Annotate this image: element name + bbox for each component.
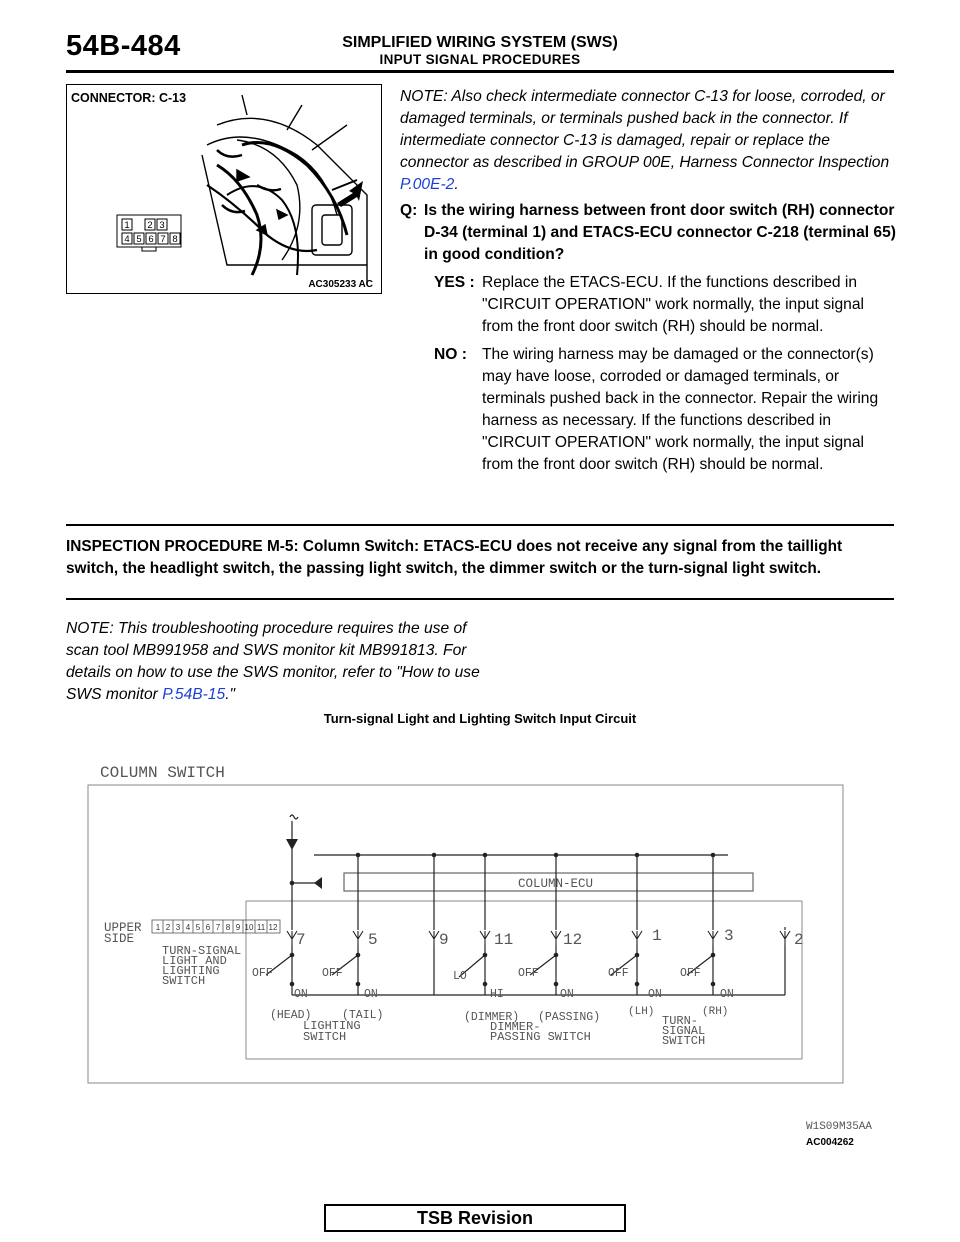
answer-label: YES :: [434, 274, 475, 291]
lighting-switch-label: LIGHTING: [303, 1019, 361, 1033]
note-paragraph: [400, 86, 898, 196]
header-rule: [66, 70, 894, 73]
answer-yes: [400, 272, 898, 338]
passing-label: (PASSING): [538, 1011, 601, 1024]
connector-pin: 7: [215, 923, 221, 932]
note-text: NOTE: This troubleshooting procedure requires the use of scan tool MB991958 and SWS monitor kit MB991813. For details on how to use the SWS monitor, refer to "How to use SWS monitor: [66, 620, 480, 703]
pin-label: 5: [136, 234, 142, 245]
switch-name-line: TURN-SIGNAL: [162, 944, 242, 958]
question-text: Is the wiring harness between front door switch (RH) connector D-34 (terminal 1) and ETACS-ECU connector C-218 (terminal 65) in good condition?: [424, 202, 896, 263]
terminal-number: 9: [439, 931, 449, 949]
connector-pin: 6: [205, 923, 211, 932]
answer-no: [400, 344, 898, 476]
note-end: .: [454, 176, 459, 193]
switch-state-hi: HI: [490, 988, 504, 1001]
connector-pin: 3: [175, 923, 181, 932]
connector-label: CONNECTOR: C-13: [71, 91, 187, 105]
head-label: (HEAD): [270, 1009, 312, 1022]
inspection-title: INSPECTION PROCEDURE M-5: Column Switch: ETACS-ECU does not receive any signal from the taillight switch, the headlight switch, the passing light switch, the dimmer switch or the turn-signal light switch.: [66, 538, 843, 577]
connector-pin: 8: [225, 923, 231, 932]
switch-name-line: SWITCH: [162, 974, 206, 988]
switch-state-on: ON: [364, 988, 378, 1001]
section-rule: [66, 524, 894, 526]
page-number: 54B-484: [66, 30, 181, 62]
section-title: SIMPLIFIED WIRING SYSTEM (SWS): [342, 34, 618, 51]
note-text: NOTE: Also check intermediate connector C-13 for loose, corroded, or damaged terminals, or terminals pushed back in the connector. If intermediate connector C-13 is damaged, repair or replace the connector as described in GROUP 00E, Harness Connector Inspection: [400, 88, 890, 171]
rh-label: (RH): [702, 1006, 729, 1018]
tail-label: (TAIL): [342, 1009, 384, 1022]
dimmer-passing-switch-label: DIMMER-: [490, 1020, 541, 1034]
turn-signal-switch-label: TURN-: [662, 1014, 699, 1028]
terminal-number: 3: [724, 927, 734, 945]
side-label: SIDE: [104, 932, 135, 946]
question-label: Q:: [400, 202, 418, 219]
connector-pin: 4: [185, 923, 191, 932]
connector-figure: [66, 84, 382, 294]
turn-signal-switch-label: SIGNAL: [662, 1024, 706, 1038]
switch-state-off: OFF: [518, 967, 539, 980]
terminal-number: 7: [296, 931, 306, 949]
tsb-revision-box: TSB Revision: [324, 1204, 626, 1232]
lighting-switch-label: SWITCH: [303, 1030, 347, 1044]
terminal-number: 5: [368, 931, 378, 949]
harness-inspection-link[interactable]: P.00E-2: [400, 176, 455, 193]
connector-pin: 11: [256, 923, 266, 932]
figure-code: AC305233 AC: [308, 279, 373, 290]
figure-title: Turn-signal Light and Lighting Switch Input Circuit: [323, 711, 637, 726]
connector-pin: 1: [155, 923, 161, 932]
switch-name-line: LIGHTING: [162, 964, 220, 978]
dimmer-passing-switch-label: PASSING SWITCH: [490, 1030, 591, 1044]
terminal-number: 12: [563, 931, 583, 949]
upper-label: UPPER: [104, 921, 142, 935]
switch-state-on: ON: [648, 988, 662, 1001]
sws-monitor-link[interactable]: P.54B-15: [162, 686, 226, 703]
diagram-code: W1S09M35AA: [806, 1121, 873, 1133]
switch-state-off: OFF: [608, 967, 629, 980]
right-column: [400, 86, 898, 476]
pin-label: 2: [147, 220, 153, 231]
pin-label: 6: [148, 234, 154, 245]
lh-label: (LH): [628, 1006, 655, 1018]
switch-state-on: ON: [294, 988, 308, 1001]
terminal-number: 11: [494, 931, 514, 949]
pin-label: 3: [159, 220, 165, 231]
connector-pin: 10: [244, 923, 254, 932]
switch-state-on: ON: [560, 988, 574, 1001]
dimmer-label: (DIMMER): [464, 1011, 520, 1024]
connector-pin: 9: [235, 923, 241, 932]
connector-pin: 2: [165, 923, 171, 932]
switch-state-off: OFF: [322, 967, 343, 980]
circuit-diagram: [66, 755, 896, 1145]
pin-label: 1: [124, 220, 130, 231]
connector-illustration: [67, 85, 381, 293]
diagram-code-2: AC004262: [806, 1137, 854, 1145]
pin-label: 7: [160, 234, 166, 245]
switch-state-off: OFF: [252, 967, 273, 980]
question: [400, 200, 898, 266]
connector-pin: 5: [195, 923, 201, 932]
note-end: .": [225, 686, 236, 703]
connector-pin: 12: [268, 923, 278, 932]
section-rule: [66, 598, 894, 600]
section-subtitle: INPUT SIGNAL PROCEDURES: [379, 52, 581, 67]
switch-name-line: LIGHT AND: [162, 954, 227, 968]
pin-label: 8: [172, 234, 178, 245]
answer-text: Replace the ETACS-ECU. If the functions described in "CIRCUIT OPERATION" work normally, the input signal from the front door switch (RH) should be normal.: [482, 274, 864, 335]
answer-label: NO :: [434, 346, 467, 363]
note-paragraph: [66, 618, 486, 706]
switch-state-on: ON: [720, 988, 734, 1001]
column-switch-label: COLUMN SWITCH: [100, 764, 225, 782]
switch-state-lo: LO: [453, 970, 467, 983]
terminal-number: 1: [652, 927, 662, 945]
pin-label: 4: [124, 234, 130, 245]
column-ecu-label: COLUMN-ECU: [518, 877, 594, 891]
turn-signal-switch-label: SWITCH: [662, 1034, 706, 1048]
terminal-number: 2: [794, 931, 804, 949]
switch-state-off: OFF: [680, 967, 701, 980]
answer-text: The wiring harness may be damaged or the connector(s) may have loose, corroded or damaged terminals, or terminals pushed back in the connector. Repair the wiring harness as necessary. If the functions described in "CIRCUIT OPERATION" work normally, the input signal from the front door switch (RH) should be normal.: [482, 346, 879, 473]
